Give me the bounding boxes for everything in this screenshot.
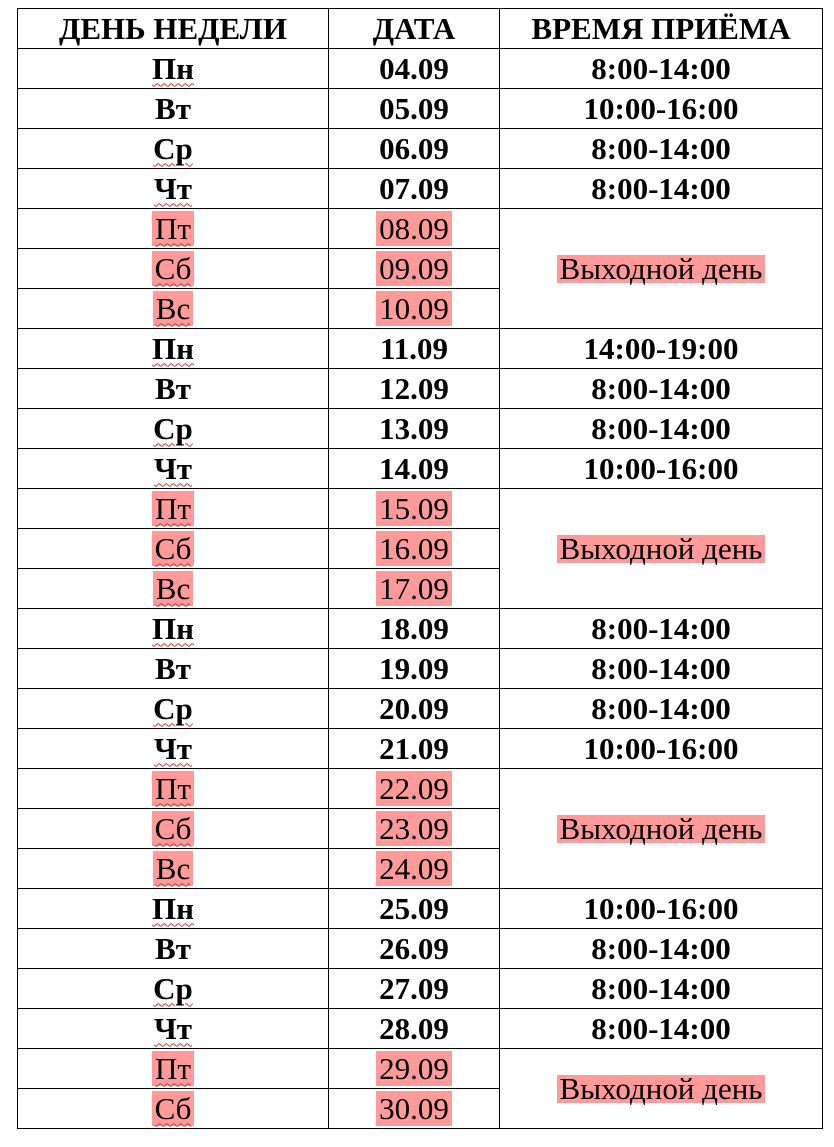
time-label: 8:00-14:00 [591,690,731,726]
day-label: Пн [152,890,194,926]
time-label: 14:00-19:00 [583,330,739,366]
date-cell [329,849,500,889]
time-cell [500,49,823,89]
time-cell [500,129,823,169]
table-row [18,329,823,369]
date-label: 17.09 [376,571,452,606]
date-label: 29.09 [376,1051,452,1086]
time-label: 8:00-14:00 [591,1010,731,1046]
table-row [18,729,823,769]
table-row [18,889,823,929]
table-row [18,969,823,1009]
date-label: 26.09 [379,930,449,966]
date-label: 10.09 [376,291,452,326]
day-label: Чт [154,450,192,486]
day-cell [18,809,329,849]
day-cell [18,969,329,1009]
date-cell [329,49,500,89]
time-label: 8:00-14:00 [591,930,731,966]
date-cell [329,769,500,809]
date-label: 06.09 [379,130,449,166]
table-row [18,369,823,409]
day-off-label: Выходной день [557,535,766,563]
date-label: 18.09 [379,610,449,646]
date-cell [329,809,500,849]
date-cell [329,209,500,249]
day-cell [18,49,329,89]
day-label: Пт [152,491,194,526]
time-label: 8:00-14:00 [591,50,731,86]
date-cell [329,89,500,129]
time-cell [500,369,823,409]
date-cell [329,1009,500,1049]
header-day: ДЕНЬ НЕДЕЛИ [18,9,329,49]
day-label: Пн [152,50,194,86]
date-cell [329,129,500,169]
time-cell [500,169,823,209]
day-cell [18,409,329,449]
time-label: 10:00-16:00 [583,890,739,926]
date-cell [329,329,500,369]
date-label: 20.09 [379,690,449,726]
date-cell [329,969,500,1009]
time-label: 10:00-16:00 [583,450,739,486]
table-row-weekend [18,489,823,529]
day-label: Сб [152,531,195,566]
day-label: Вт [155,90,191,126]
day-label: Ср [153,690,193,726]
day-cell [18,689,329,729]
date-label: 11.09 [379,330,449,366]
date-label: 24.09 [376,851,452,886]
time-cell [500,409,823,449]
table-row [18,49,823,89]
day-label: Чт [154,730,192,766]
table-row [18,649,823,689]
day-label: Вт [155,650,191,686]
time-cell [500,689,823,729]
date-cell [329,489,500,529]
date-label: 12.09 [379,370,449,406]
day-cell [18,849,329,889]
date-label: 07.09 [379,170,449,206]
table-row [18,609,823,649]
date-label: 16.09 [376,531,452,566]
day-cell [18,569,329,609]
date-label: 22.09 [376,771,452,806]
time-cell [500,329,823,369]
date-label: 30.09 [376,1091,452,1126]
day-label: Пт [152,771,194,806]
day-label: Чт [154,1010,192,1046]
date-label: 04.09 [379,50,449,86]
day-cell [18,609,329,649]
time-cell [500,649,823,689]
table-row [18,129,823,169]
day-off-label: Выходной день [557,255,766,283]
date-cell [329,889,500,929]
date-label: 25.09 [379,890,449,926]
time-cell [500,89,823,129]
day-cell [18,209,329,249]
date-cell [329,609,500,649]
table-row-weekend [18,769,823,809]
day-cell [18,289,329,329]
date-cell [329,449,500,489]
day-cell [18,249,329,289]
day-off-cell [500,209,823,329]
day-cell [18,729,329,769]
day-cell [18,369,329,409]
day-label: Вт [155,930,191,966]
day-cell [18,1009,329,1049]
day-cell [18,529,329,569]
time-label: 8:00-14:00 [591,130,731,166]
day-label: Ср [153,970,193,1006]
time-label: 10:00-16:00 [583,90,739,126]
time-label: 10:00-16:00 [583,730,739,766]
day-cell [18,889,329,929]
day-label: Пн [152,330,194,366]
day-label: Сб [152,251,195,286]
date-label: 21.09 [379,730,449,766]
day-cell [18,169,329,209]
day-label: Ср [153,410,193,446]
day-label: Сб [152,811,195,846]
date-label: 13.09 [379,410,449,446]
date-label: 08.09 [376,211,452,246]
day-label: Вт [155,370,191,406]
table-row [18,929,823,969]
table-row [18,1009,823,1049]
date-label: 05.09 [379,90,449,126]
date-cell [329,529,500,569]
day-cell [18,1089,329,1129]
day-label: Вс [153,571,193,606]
day-label: Пн [152,610,194,646]
table-row-weekend [18,209,823,249]
day-cell [18,649,329,689]
day-off-label: Выходной день [557,1075,766,1103]
table-row [18,409,823,449]
time-cell [500,609,823,649]
day-off-label: Выходной день [557,815,766,843]
date-cell [329,1089,500,1129]
day-cell [18,489,329,529]
day-off-cell [500,769,823,889]
time-cell [500,929,823,969]
time-label: 8:00-14:00 [591,170,731,206]
table-row [18,449,823,489]
time-cell [500,1009,823,1049]
day-label: Вс [153,851,193,886]
day-cell [18,449,329,489]
table-row-weekend [18,1049,823,1089]
date-cell [329,249,500,289]
time-label: 8:00-14:00 [591,650,731,686]
day-label: Чт [154,170,192,206]
day-label: Пт [152,211,194,246]
date-label: 19.09 [379,650,449,686]
day-off-cell [500,1049,823,1129]
header-date: ДАТА [329,9,500,49]
day-label: Пт [152,1051,194,1086]
time-label: 8:00-14:00 [591,370,731,406]
day-off-cell [500,489,823,609]
day-cell [18,1049,329,1089]
day-cell [18,929,329,969]
date-cell [329,569,500,609]
day-cell [18,129,329,169]
schedule-table [17,8,823,1129]
date-cell [329,169,500,209]
schedule-document [17,8,822,1147]
date-cell [329,1049,500,1089]
schedule-body [18,49,823,1129]
day-label: Ср [153,130,193,166]
header-time: ВРЕМЯ ПРИЁМА [500,9,823,49]
date-cell [329,929,500,969]
time-label: 8:00-14:00 [591,410,731,446]
time-cell [500,889,823,929]
time-cell [500,969,823,1009]
date-cell [329,649,500,689]
day-label: Сб [152,1091,195,1126]
time-cell [500,449,823,489]
day-cell [18,329,329,369]
time-label: 8:00-14:00 [591,610,731,646]
date-label: 09.09 [376,251,452,286]
time-cell [500,729,823,769]
date-cell [329,729,500,769]
date-cell [329,689,500,729]
date-label: 23.09 [376,811,452,846]
day-cell [18,769,329,809]
date-cell [329,289,500,329]
header-row [18,9,823,49]
date-label: 28.09 [379,1010,449,1046]
date-label: 27.09 [379,970,449,1006]
date-cell [329,369,500,409]
time-label: 8:00-14:00 [591,970,731,1006]
day-label: Вс [153,291,193,326]
table-row [18,89,823,129]
table-row [18,169,823,209]
date-cell [329,409,500,449]
day-cell [18,89,329,129]
table-row [18,689,823,729]
date-label: 15.09 [376,491,452,526]
date-label: 14.09 [379,450,449,486]
